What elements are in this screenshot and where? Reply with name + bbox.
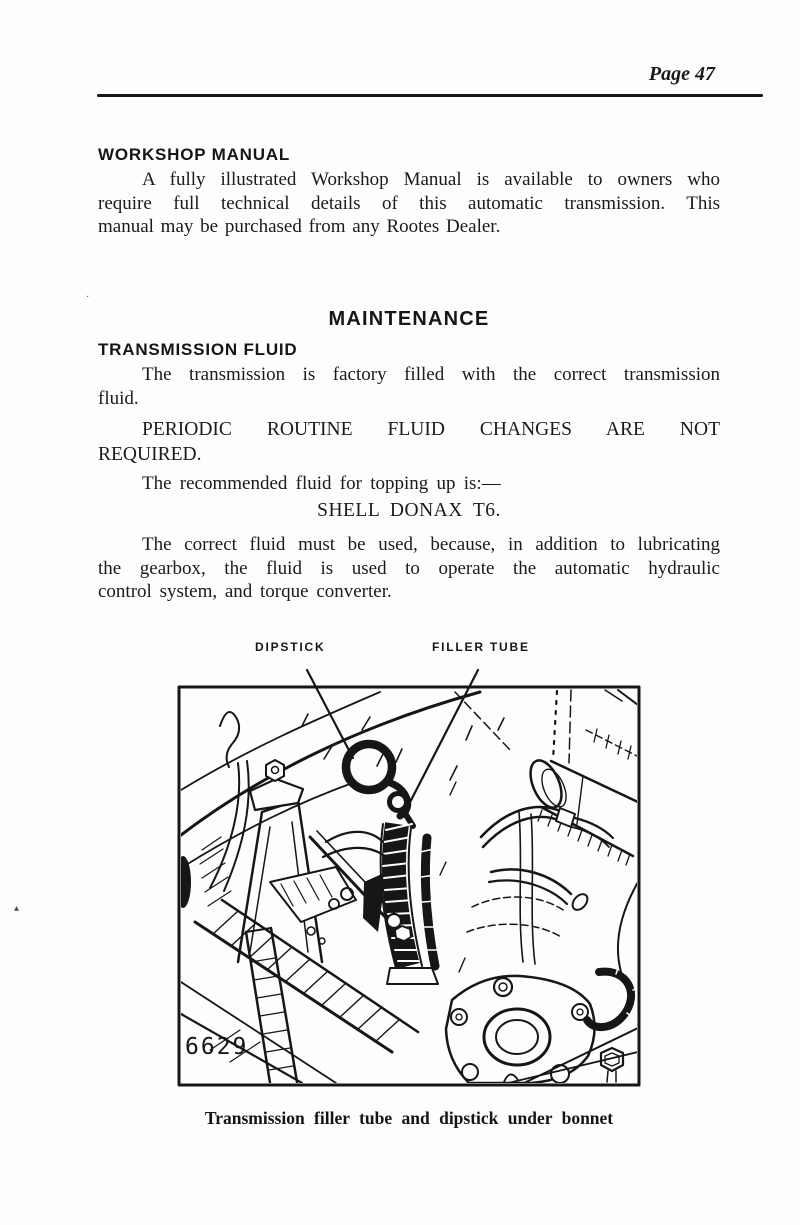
recommended-fluid-name: SHELL DONAX T6. xyxy=(317,500,501,521)
filler-tube-label: FILLER TUBE xyxy=(432,640,530,654)
paragraph-line: the gearbox, the fluid is used to operate the automatic hydraulic xyxy=(98,557,720,579)
header-rule xyxy=(97,94,763,97)
workshop-manual-paragraph xyxy=(98,168,720,239)
scan-speck: · xyxy=(86,292,90,303)
paragraph-line: A fully illustrated Workshop Manual is available to owners who xyxy=(142,169,720,190)
paragraph-line: require full technical details of this automatic transmission. This xyxy=(98,192,720,214)
filler-tube-leader-line xyxy=(406,670,478,810)
maintenance-heading: MAINTENANCE xyxy=(328,308,490,330)
factory-filled-paragraph xyxy=(98,363,720,410)
page-number: Page 47 xyxy=(648,63,715,85)
paragraph-line: control system, and torque converter. xyxy=(98,581,392,602)
paragraph-line: PERIODIC ROUTINE FLUID CHANGES ARE NOT xyxy=(142,419,720,440)
figure-caption: Transmission filler tube and dipstick under bonnet xyxy=(204,1108,614,1128)
dipstick-label: DIPSTICK xyxy=(255,640,326,654)
scan-speck: ▴ xyxy=(14,903,20,914)
paragraph-line: The transmission is factory filled with the correct transmission xyxy=(142,364,720,385)
recommended-fluid-intro: The recommended fluid for topping up is:— xyxy=(142,473,501,494)
engine-bay-illustration xyxy=(150,630,650,1100)
paragraph-line: REQUIRED. xyxy=(98,444,202,465)
periodic-notice-paragraph xyxy=(98,417,720,467)
workshop-manual-heading: WORKSHOP MANUAL xyxy=(98,145,291,164)
correct-fluid-paragraph xyxy=(98,533,720,604)
paragraph-line: fluid. xyxy=(98,387,139,409)
figure-number: 6629 xyxy=(185,1034,249,1060)
figure xyxy=(150,630,650,1100)
paragraph-line: The correct fluid must be used, because, in addition to lubricating xyxy=(142,534,720,555)
paragraph-line: manual may be purchased from any Rootes Dealer. xyxy=(98,216,501,237)
transmission-fluid-heading: TRANSMISSION FLUID xyxy=(98,340,298,359)
figure-linework xyxy=(175,690,642,1083)
